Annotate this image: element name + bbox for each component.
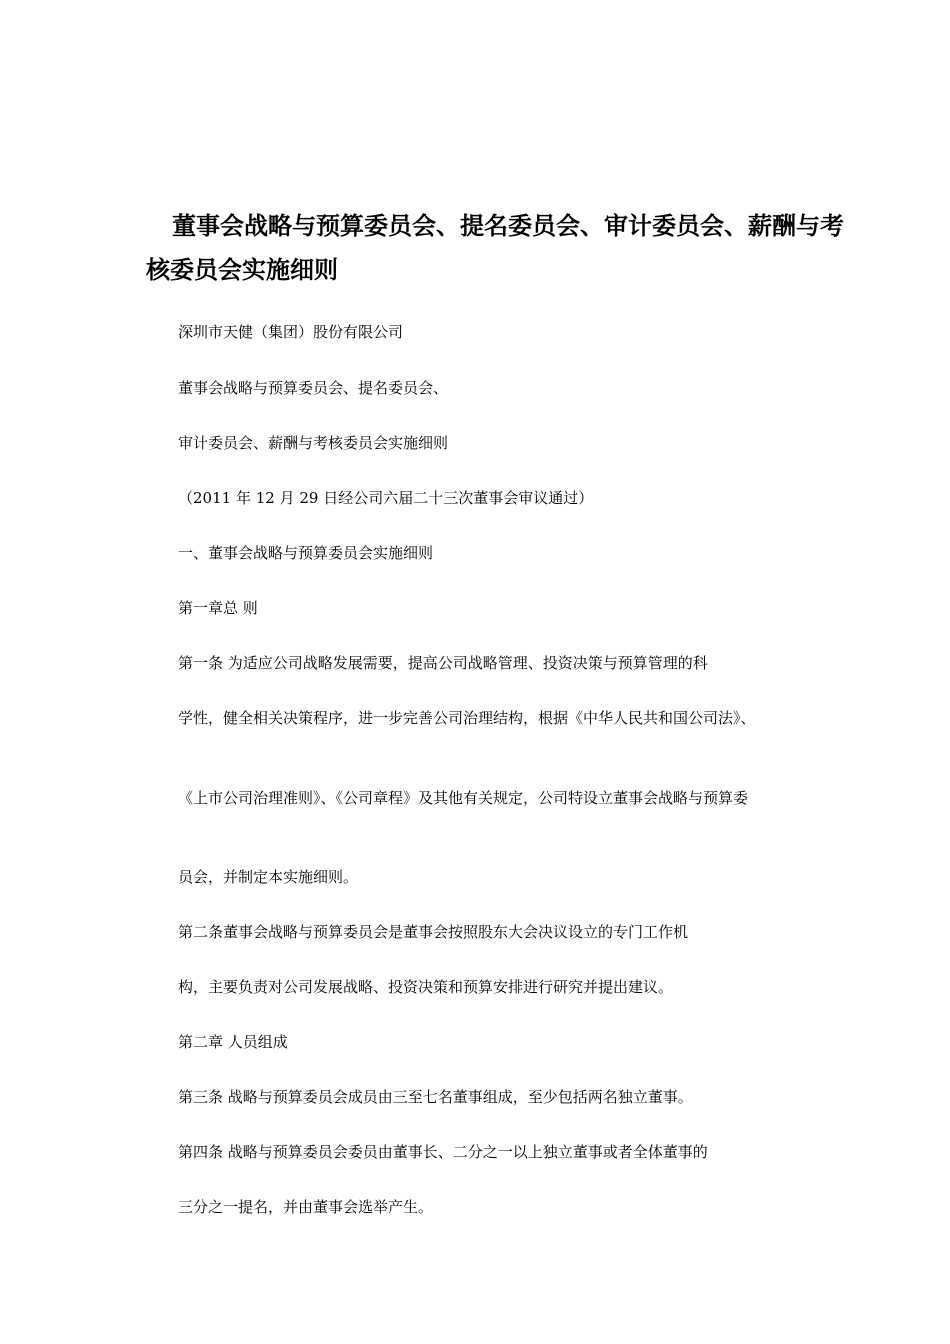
chapter-heading: 第二章 人员组成 xyxy=(178,1033,288,1051)
subtitle-line-1: 董事会战略与预算委员会、提名委员会、 xyxy=(178,379,449,397)
company-name: 深圳市天健（集团）股份有限公司 xyxy=(178,323,404,341)
chapter-heading: 第一章总 则 xyxy=(178,599,258,617)
approval-note: （2011 年 12 月 29 日经公司六届二十三次董事会审议通过） xyxy=(178,489,594,507)
section-heading: 一、董事会战略与预算委员会实施细则 xyxy=(178,544,434,562)
article-paragraph: 员会，并制定本实施细则。 xyxy=(178,868,359,886)
article-paragraph: 构，主要负责对公司发展战略、投资决策和预算安排进行研究并提出建议。 xyxy=(178,978,674,996)
subtitle-line-2: 审计委员会、薪酬与考核委员会实施细则 xyxy=(178,434,449,452)
article-paragraph: 第一条 为适应公司战略发展需要，提高公司战略管理、投资决策与预算管理的科 xyxy=(178,654,708,672)
article-paragraph: 《上市公司治理准则》、《公司章程》及其他有关规定，公司特设立董事会战略与预算委 xyxy=(178,789,749,807)
article-paragraph: 学性，健全相关决策程序，进一步完善公司治理结构，根据《中华人民共和国公司法》、 xyxy=(178,709,756,727)
article-paragraph: 第三条 战略与预算委员会成员由三至七名董事组成，至少包括两名独立董事。 xyxy=(178,1088,693,1106)
article-paragraph: 三分之一提名，并由董事会选举产生。 xyxy=(178,1198,434,1216)
article-paragraph: 第二条董事会战略与预算委员会是董事会按照股东大会决议设立的专门工作机 xyxy=(178,923,689,941)
document-title: 董事会战略与预算委员会、提名委员会、审计委员会、薪酬与考核委员会实施细则 xyxy=(146,212,844,284)
article-paragraph: 第四条 战略与预算委员会委员由董事长、二分之一以上独立董事或者全体董事的 xyxy=(178,1143,708,1161)
